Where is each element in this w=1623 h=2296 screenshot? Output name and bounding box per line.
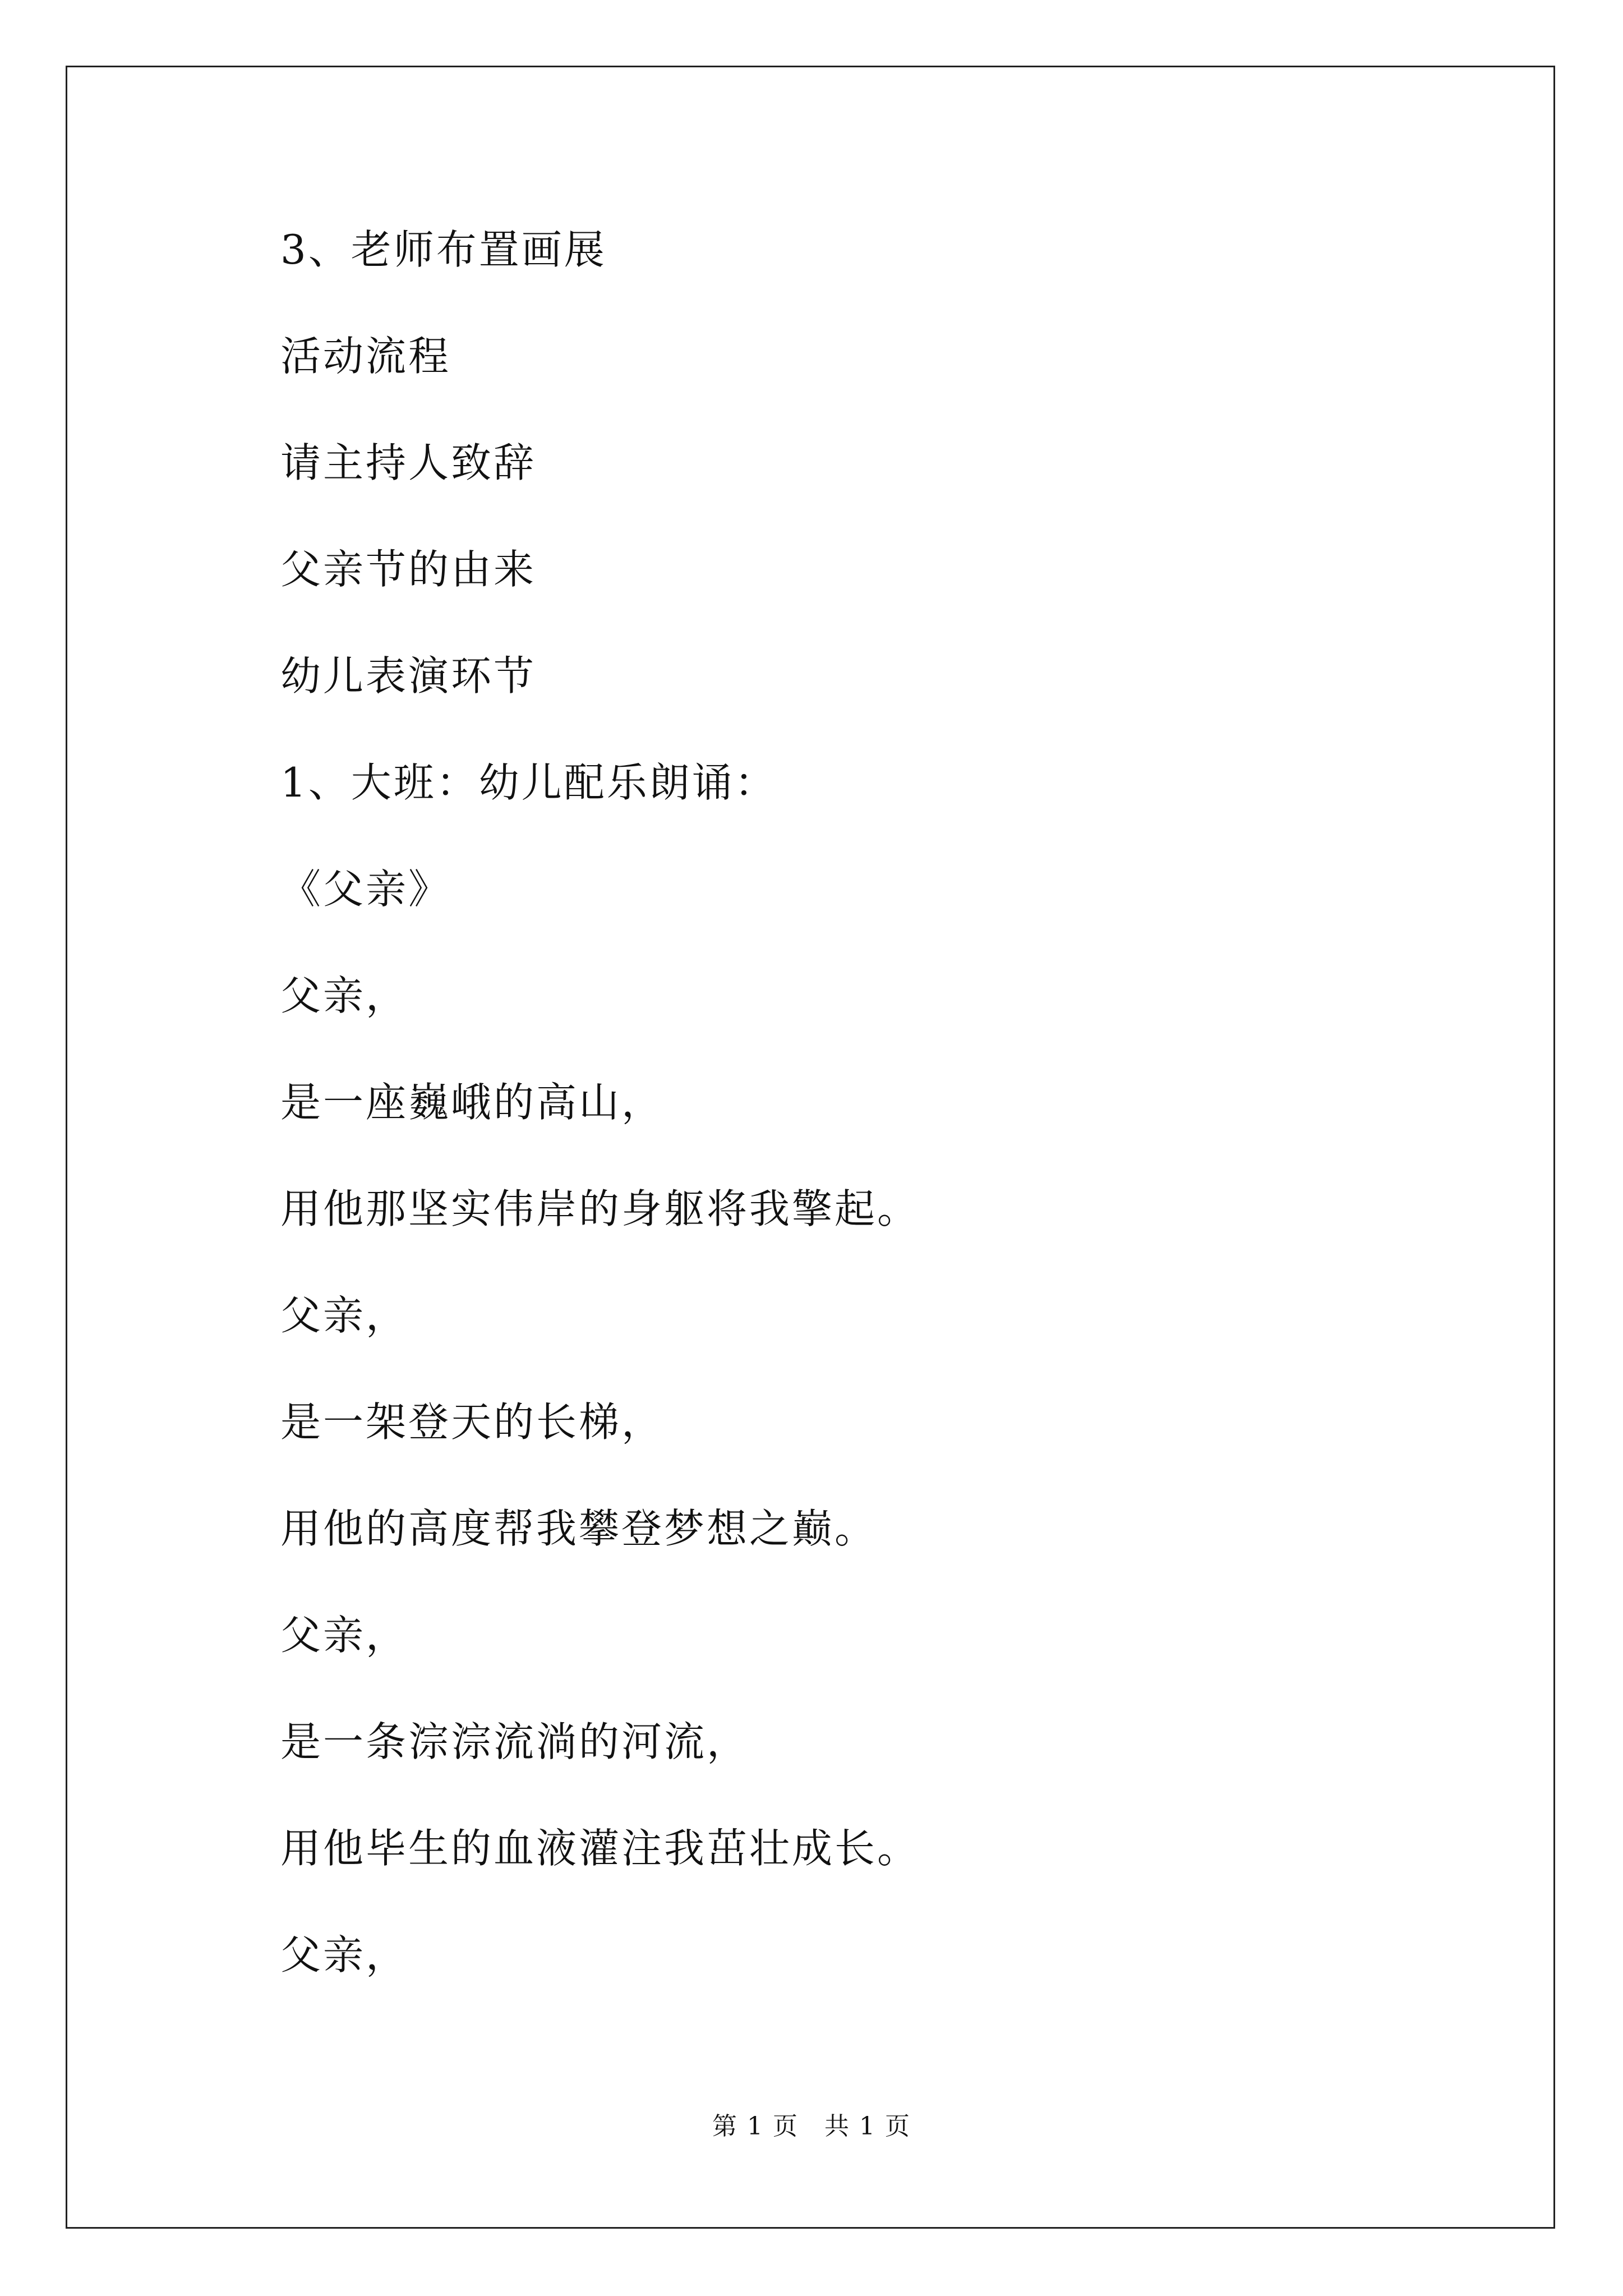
text-line: 《父亲》: [280, 866, 451, 913]
text-line: 活动流程: [280, 333, 451, 380]
text-line: 父亲节的由来: [280, 546, 537, 593]
page-border: [66, 66, 1555, 2229]
text-line: 用他的高度帮我攀登梦想之巅。: [280, 1505, 878, 1552]
page-number-footer: 第 1 页 共 1 页: [712, 2112, 911, 2141]
text-line: 用他毕生的血液灌注我茁壮成长。: [280, 1825, 920, 1872]
text-line: 父亲，: [280, 1612, 409, 1659]
text-line: 是一架登天的长梯，: [280, 1398, 665, 1446]
text-line: 1、大班：幼儿配乐朗诵：: [280, 759, 777, 806]
text-line: 3、老师布置画展: [280, 226, 607, 273]
text-line: 父亲，: [280, 1931, 409, 1978]
text-line: 幼儿表演环节: [280, 652, 537, 700]
text-line: 父亲，: [280, 972, 409, 1019]
text-line: 是一条淙淙流淌的河流，: [280, 1718, 750, 1765]
text-line: 请主持人致辞: [280, 439, 537, 486]
text-line: 用他那坚实伟岸的身躯将我擎起。: [280, 1185, 920, 1232]
text-line: 是一座巍峨的高山，: [280, 1079, 665, 1126]
text-line: 父亲，: [280, 1292, 409, 1339]
